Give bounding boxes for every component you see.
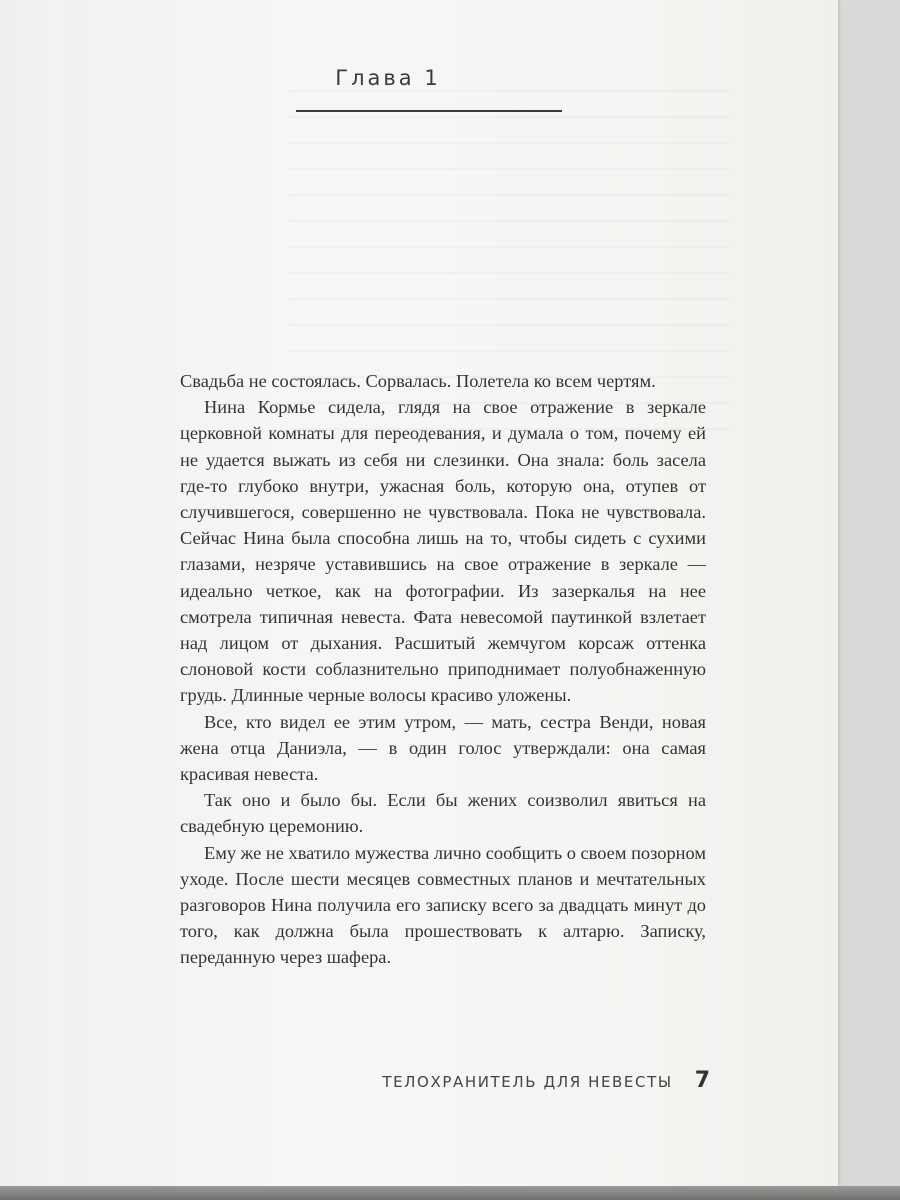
- chapter-title: Глава 1: [335, 66, 441, 90]
- paragraph-3: Все, кто видел ее этим утром, — мать, сестра Венди, новая жена отца Даниэла, — в один голос утверждали: она самая красивая невеста.: [180, 711, 706, 785]
- paragraph-5: Ему же не хватило мужества лично сообщить о своем позорном уходе. После шести месяцев совместных планов и мечтательных разговоров Нина получила его записку всего за двадцать минут до того, как должна была прошествовать к алтарю. Записку, переданную через шафера.: [180, 842, 706, 968]
- running-book-title: ТЕЛОХРАНИТЕЛЬ ДЛЯ НЕВЕСТЫ: [382, 1073, 673, 1091]
- paragraph-2: Нина Кормье сидела, глядя на свое отражение в зеркале церковной комнаты для переодевания, и думала о том, почему ей не удается выжать из себя ни слезинки. Она знала: боль засела где-то глубоко внутри, ужасная боль, которую она, отупев от случившегося, совершенно не чувствовала. Пока не чувствовала. Сейчас Нина была способна лишь на то, чтобы сидеть с сухими глазами, незряче уставившись на свое отражение в зеркале — идеально четкое, как на фотографии. Из зазеркалья на нее смотрела типичная невеста. Фата невесомой паутинкой взлетает над лицом от дыхания. Расшитый жемчугом корсаж оттенка слоновой кости соблазнительно приподнимает полуобнаженную грудь. Длинные черные волосы красиво уложены.: [180, 397, 706, 706]
- paragraph-4: Так оно и было бы. Если бы жених соизволил явиться на свадебную церемонию.: [180, 790, 706, 837]
- chapter-body: [180, 368, 706, 971]
- page-number: 7: [694, 1068, 710, 1093]
- running-footer: [338, 1068, 710, 1093]
- page-bottom-edge: [0, 1186, 900, 1200]
- paragraph-1: Свадьба не состоялась. Сорвалась. Полетела ко всем чертям.: [180, 371, 656, 391]
- chapter-rule: [296, 110, 562, 112]
- chapter-heading: [300, 66, 566, 90]
- page-left-margin: [0, 0, 66, 1186]
